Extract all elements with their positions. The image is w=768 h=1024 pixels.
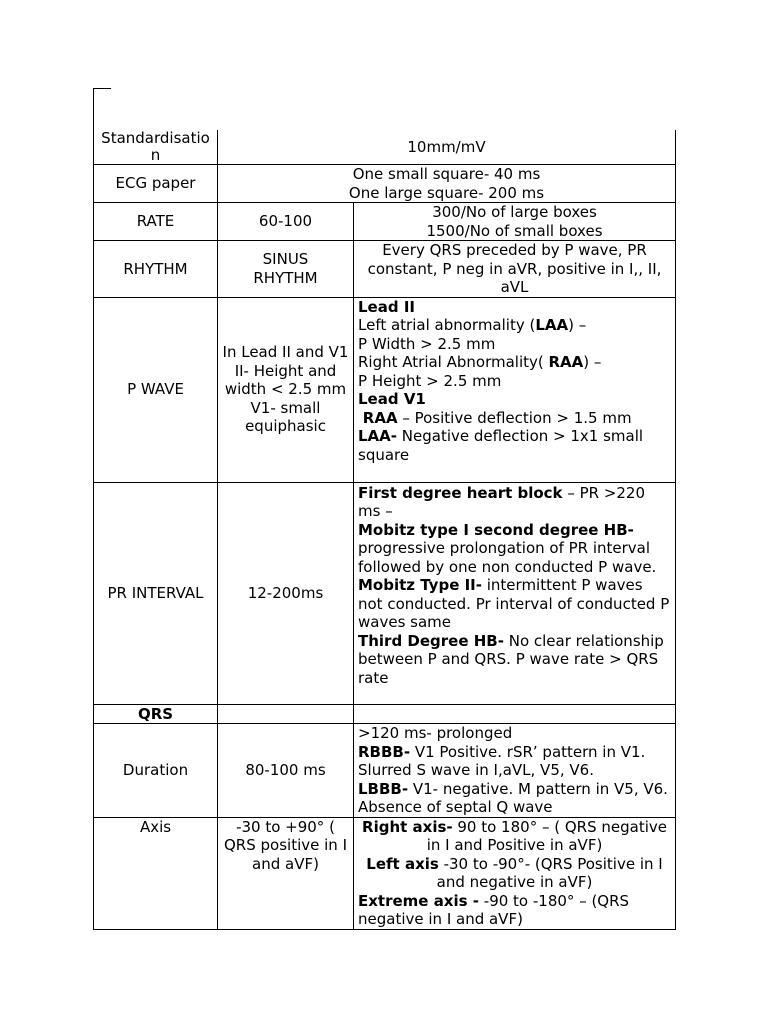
cell-text: – PR >220 ms – — [358, 483, 646, 520]
cell-bold: RBBB- — [358, 742, 411, 761]
cell-text: One small square- 40 ms — [352, 165, 541, 183]
cell-bold: Extreme axis - — [358, 891, 480, 910]
cell-text: intermittent P waves not conducted. Pr interval of conducted P waves same — [358, 576, 670, 631]
table-row — [94, 165, 676, 203]
cell-line — [358, 855, 671, 892]
cell-text: Axis — [139, 817, 172, 836]
cell-line — [358, 818, 671, 855]
row-normal — [218, 482, 354, 704]
cell-text: 1500/No of small boxes — [426, 221, 603, 240]
row-detail — [354, 817, 676, 929]
cell-line — [358, 353, 673, 372]
cell-line — [358, 316, 673, 335]
cell-heading: Lead II — [358, 297, 415, 316]
cell-text: 12-200ms — [247, 583, 324, 602]
cell-text: Left atrial abnormality ( — [358, 316, 536, 334]
row-label — [94, 241, 218, 298]
cell-text: P Height > 2.5 mm — [358, 371, 502, 390]
cell-text: – Positive deflection > 1.5 mm — [397, 408, 632, 427]
row-label — [94, 130, 218, 165]
cell-line — [358, 576, 671, 632]
table-row — [94, 130, 676, 165]
row-detail — [354, 297, 676, 482]
cell-text: PR INTERVAL — [107, 583, 204, 602]
row-label — [94, 704, 218, 724]
row-normal — [218, 724, 354, 818]
cell-text: 90 to 180° – ( QRS negative in I and Positive in aVF) — [426, 817, 667, 854]
cell-text: P Width > 2.5 mm — [358, 334, 496, 353]
cell-line — [358, 743, 671, 780]
cell-text: RHYTHM — [123, 259, 188, 278]
row-label — [94, 817, 218, 929]
cell-text: ) – — [568, 316, 587, 334]
cell-bold: LAA- — [358, 427, 398, 445]
cell-text: 300/No of large boxes — [432, 203, 597, 221]
cell-heading: Lead V1 — [358, 390, 426, 408]
cell-text: Duration — [122, 761, 189, 779]
cell-text: II- Height and width < 2.5 mm — [224, 361, 347, 399]
row-label — [94, 165, 218, 203]
ecg-reference-table — [93, 130, 676, 930]
row-label — [94, 724, 218, 818]
cell-text: Negative deflection > 1x1 small square — [358, 427, 644, 464]
cell-text: V1- negative. M pattern in V5, V6. Absence of septal Q wave — [358, 779, 668, 816]
row-normal — [218, 203, 354, 241]
cell-text: >120 ms- prolonged — [358, 724, 513, 742]
corner-mark — [93, 88, 94, 130]
cell-line — [358, 521, 671, 577]
cell-text: V1 Positive. rSR’ pattern in V1. Slurred S wave in I,aVL, V5, V6. — [358, 742, 646, 779]
cell-text: Right Atrial Abnormality( — [358, 353, 549, 371]
cell-bold: LAA — [535, 316, 569, 334]
row-label — [94, 297, 218, 482]
table-row — [94, 704, 676, 724]
table-row — [94, 724, 676, 818]
table-row — [94, 817, 676, 929]
cell-text: ) – — [583, 353, 602, 371]
table-row — [94, 203, 676, 241]
cell-text: 60-100 — [258, 212, 313, 231]
row-normal — [218, 241, 354, 298]
cell-bold: RAA — [548, 353, 584, 371]
cell-text: In Lead II and V1 — [222, 343, 349, 362]
row-value — [218, 165, 676, 203]
cell-text: Standardisation — [101, 130, 210, 164]
cell-text: Every QRS preceded by P wave, PR constant, P neg in aVR, positive in I,, II, aVL — [367, 241, 662, 296]
table-row — [94, 297, 676, 482]
corner-mark — [93, 88, 111, 89]
cell-text: P WAVE — [127, 380, 184, 399]
row-label — [94, 482, 218, 704]
cell-text: ECG paper — [115, 174, 196, 193]
cell-text: progressive prolongation of PR interval followed by one non conducted P wave. — [358, 539, 657, 576]
cell-bold: Mobitz Type II- — [358, 576, 482, 594]
row-detail — [354, 203, 676, 241]
table-row — [94, 241, 676, 298]
cell-line — [358, 632, 671, 688]
table-row — [94, 482, 676, 704]
cell-text: SINUS RHYTHM — [253, 250, 318, 287]
cell-text: RATE — [136, 212, 175, 231]
cell-line — [358, 484, 671, 521]
cell-line — [358, 892, 671, 929]
cell-text: -30 to -90°- (QRS Positive in I and negative in aVF) — [436, 854, 663, 891]
row-detail — [354, 704, 676, 724]
cell-text: -90 to -180° – (QRS negative in I and aVF) — [358, 891, 630, 928]
row-detail — [354, 482, 676, 704]
cell-bold: Left axis — [366, 854, 439, 873]
cell-text: -30 to +90° ( QRS positive in I and aVF) — [224, 817, 347, 873]
cell-bold: RAA — [362, 408, 398, 427]
row-detail — [354, 724, 676, 818]
cell-bold: Third Degree HB- — [358, 631, 504, 650]
cell-text: 10mm/mV — [407, 137, 486, 156]
row-detail — [354, 241, 676, 298]
cell-line — [358, 427, 673, 464]
row-label — [94, 203, 218, 241]
cell-line — [358, 780, 671, 817]
cell-text: No clear relationship between P and QRS. P wave rate > QRS rate — [358, 631, 664, 687]
cell-text: One large square- 200 ms — [348, 183, 545, 202]
cell-text: 80-100 ms — [245, 761, 326, 779]
cell-bold: LBBB- — [358, 779, 409, 798]
row-normal — [218, 817, 354, 929]
row-normal — [218, 297, 354, 482]
section-heading: QRS — [137, 704, 174, 723]
cell-bold: Mobitz type I second degree HB- — [358, 520, 634, 539]
row-value — [218, 130, 676, 165]
cell-bold: First degree heart block — [358, 483, 563, 502]
cell-text: V1- small equiphasic — [245, 398, 326, 436]
cell-line — [358, 409, 673, 428]
row-normal — [218, 704, 354, 724]
cell-bold: Right axis- — [362, 817, 453, 836]
